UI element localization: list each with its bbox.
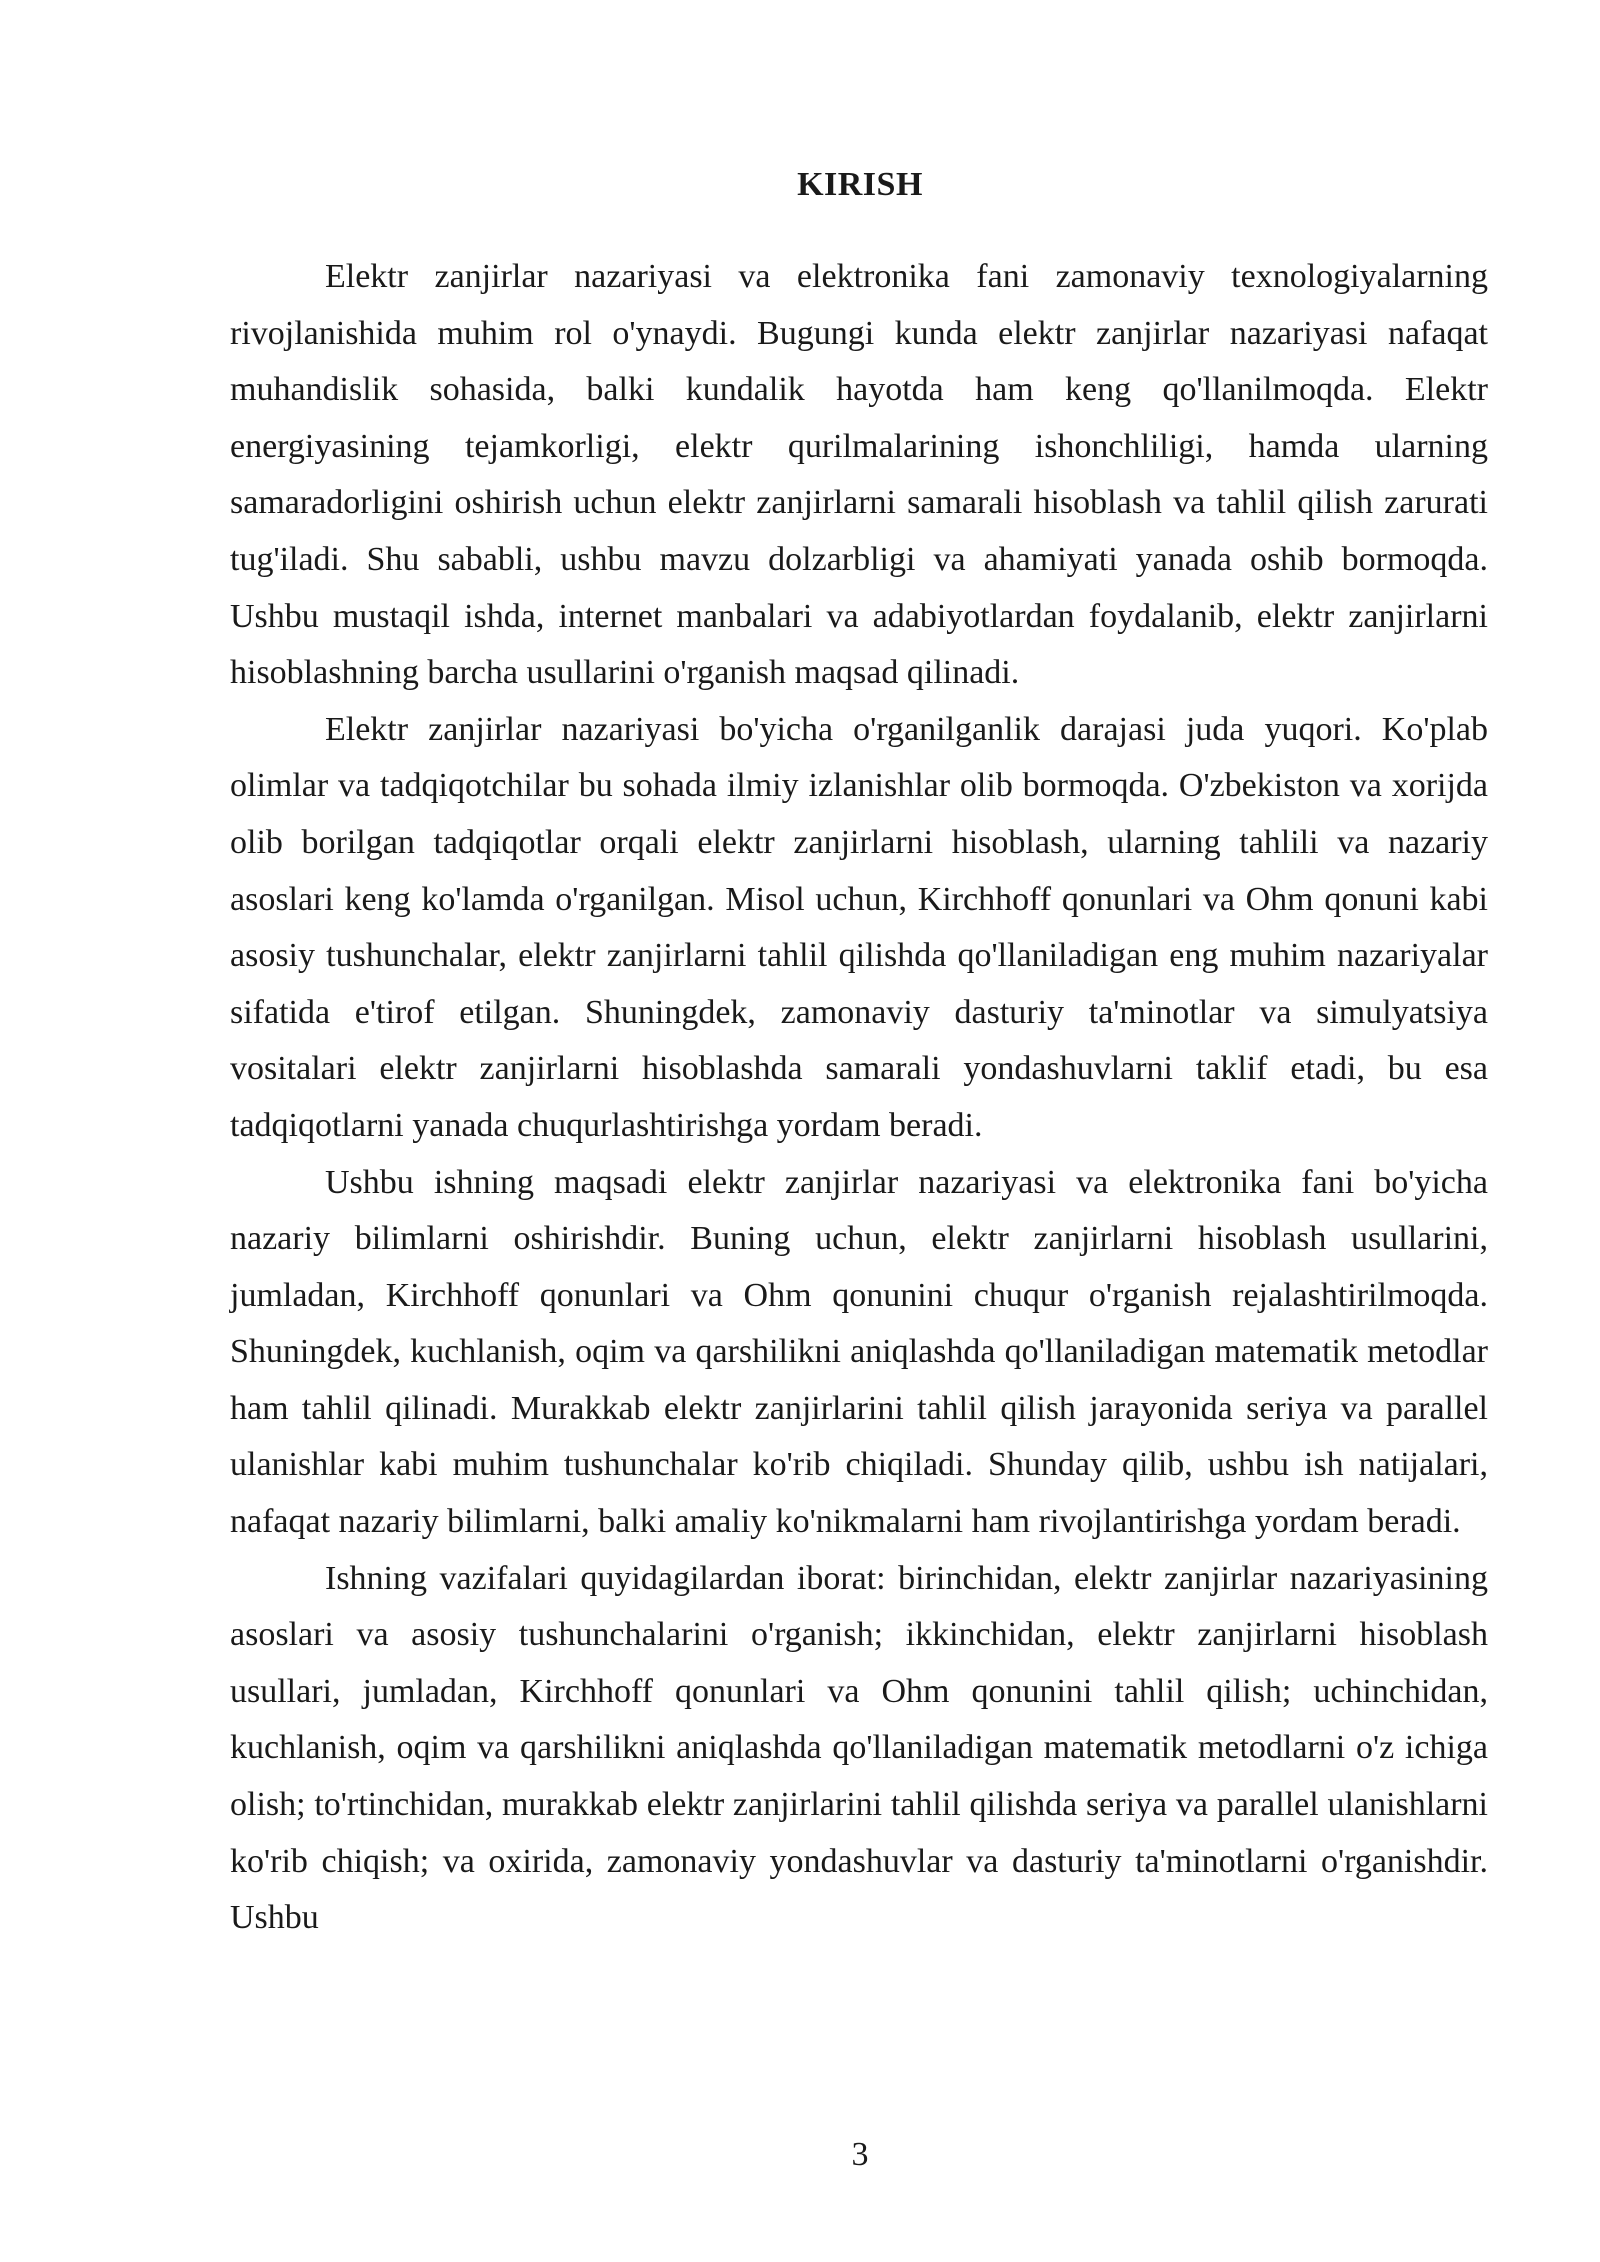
paragraph-2: Elektr zanjirlar nazariyasi bo'yicha o'rganilganlik darajasi juda yuqori. Ko'plab olimlar va tadqiqotchilar bu sohada ilmiy izlanishlar olib bormoqda. O'zbekiston va xorijda olib borilgan tadqiqotlar orqali elektr zanjirlarni hisoblash, ularning tahlili va nazariy asoslari keng ko'lamda o'rganilgan. Misol uchun, Kirchhoff qonunlari va Ohm qonuni kabi asosiy tushunchalar, elektr zanjirlarni tahlil qilishda qo'llaniladigan eng muhim nazariyalar sifatida e'tirof etilgan. Shuningdek, zamonaviy dasturiy ta'minotlar va simulyatsiya vositalari elektr zanjirlarni hisoblashda samarali yondashuvlarni taklif etadi, bu esa tadqiqotlarni yanada chuqurlashtirishga yordam beradi. [230,710,1488,1144]
paragraph-3: Ushbu ishning maqsadi elektr zanjirlar nazariyasi va elektronika fani bo'yicha nazariy bilimlarni oshirishdir. Buning uchun, elektr zanjirlarni hisoblash usullarini, jumladan, Kirchhoff qonunlari va Ohm qonunini chuqur o'rganish rejalashtirilmoqda. Shuningdek, kuchlanish, oqim va qarshilikni aniqlashda qo'llaniladigan matematik metodlar ham tahlil qilinadi. Murakkab elektr zanjirlarini tahlil qilish jarayonida seriya va parallel ulanishlar kabi muhim tushunchalar ko'rib chiqiladi. Shunday qilib, ushbu ish natijalari, nafaqat nazariy bilimlarni, balki amaliy ko'nikmalarni ham rivojlantirishga yordam beradi. [230,1163,1488,1541]
paragraph-1: Elektr zanjirlar nazariyasi va elektronika fani zamonaviy texnologiyalarning rivojlanishida muhim rol o'ynaydi. Bugungi kunda elektr zanjirlar nazariyasi nafaqat muhandislik sohasida, balki kundalik hayotda ham keng qo'llanilmoqda. Elektr energiyasining tejamkorligi, elektr qurilmalarining ishonchliligi, hamda ularning samaradorligini oshirish uchun elektr zanjirlarni samarali hisoblash va tahlil qilish zarurati tug'iladi. Shu sababli, ushbu mavzu dolzarbligi va ahamiyati yanada oshib bormoqda. Ushbu mustaqil ishda, internet manbalari va adabiyotlardan foydalanib, elektr zanjirlarni hisoblashning barcha usullarini o'rganish maqsad qilinadi. [230,258,1488,692]
document-body [230,249,1488,1947]
page-number: 3 [851,2136,869,2173]
paragraph-4: Ishning vazifalari quyidagilardan iborat: birinchidan, elektr zanjirlar nazariyasining asoslari va asosiy tushunchalarini o'rganish; ikkinchidan, elektr zanjirlarni hisoblash usullari, jumladan, Kirchhoff qonunlari va Ohm qonunini tahlil qilish; uchinchidan, kuchlanish, oqim va qarshilikni aniqlashda qo'llaniladigan matematik metodlarni o'z ichiga olish; to'rtinchidan, murakkab elektr zanjirlarini tahlil qilishda seriya va parallel ulanishlarni ko'rib chiqish; va oxirida, zamonaviy yondashuvlar va dasturiy ta'minotlarni o'rganishdir. Ushbu [230,1559,1488,1937]
page-title: KIRISH [797,166,923,203]
